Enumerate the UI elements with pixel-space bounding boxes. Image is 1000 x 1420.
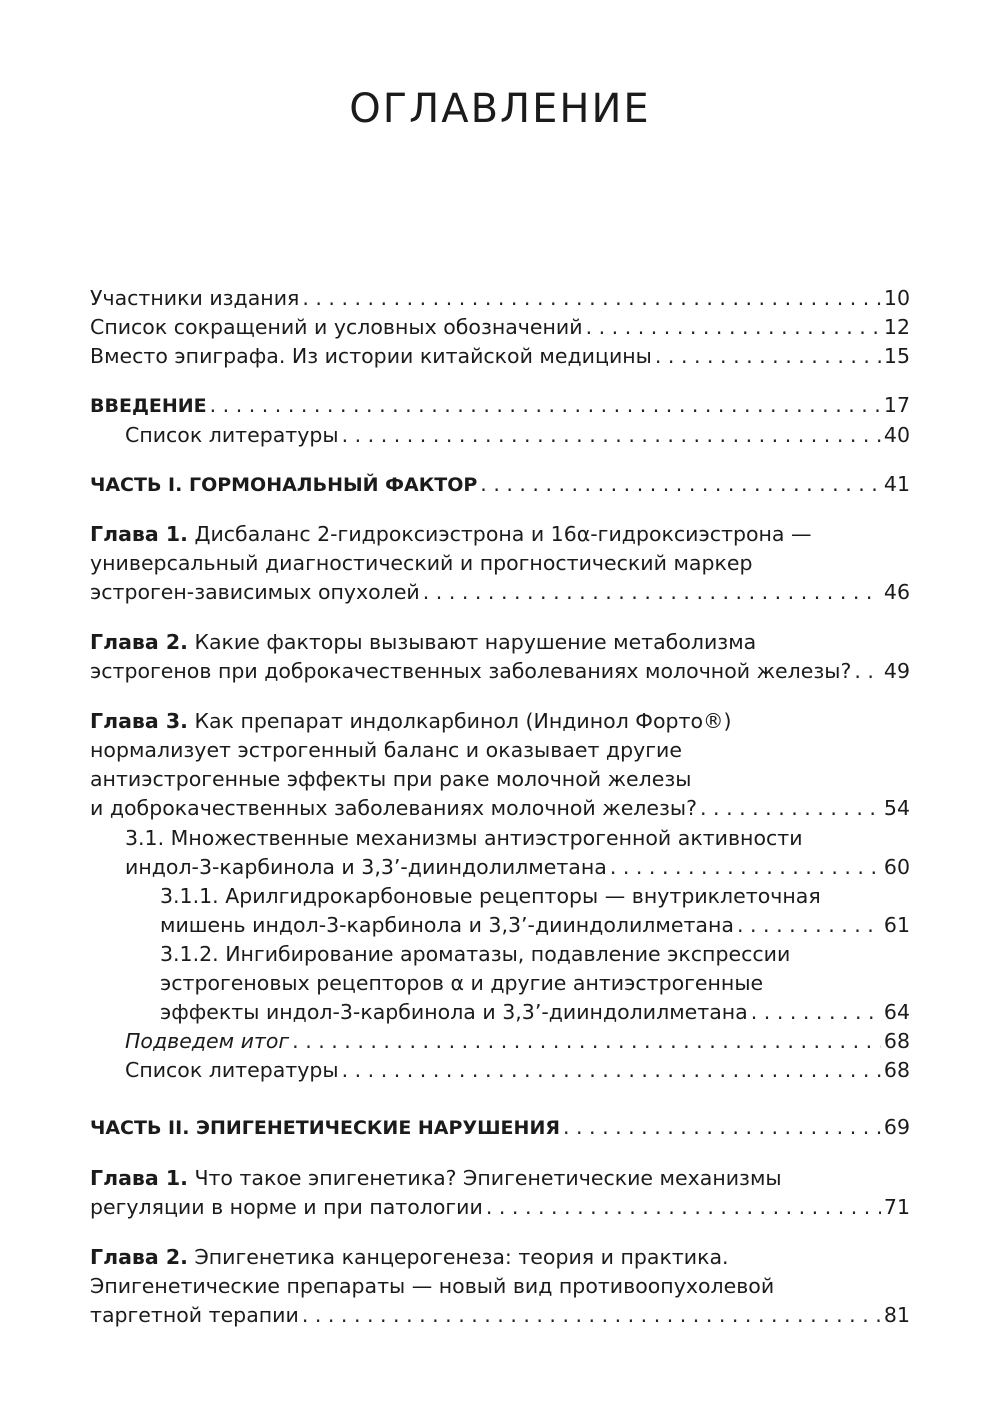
leader-dots — [751, 997, 881, 1027]
toc-entry-text — [90, 1163, 782, 1193]
chapter-label: Глава 1. — [90, 1166, 188, 1190]
toc-entry-section-3-1-2-line[interactable] — [160, 968, 910, 998]
toc-entry-contributors[interactable] — [90, 283, 910, 313]
leader-dots — [302, 283, 881, 313]
leader-dots — [210, 390, 881, 420]
toc-entry-text — [90, 519, 811, 549]
toc-entry-introduction[interactable] — [90, 390, 910, 420]
toc-page-number: 81 — [883, 1303, 910, 1327]
section-title-line: эффекты индол-3-карбинола и 3,3’-дииндолилметана — [160, 1000, 748, 1024]
toc-entry-text — [90, 627, 756, 657]
section-title-line: мишень индол-3-карбинола и 3,3’-дииндолилметана — [160, 913, 734, 937]
toc-page-number: 54 — [883, 796, 910, 820]
chapter-label: Глава 1. — [90, 522, 188, 546]
chapter-title-line: эстрогенов при доброкачественных заболеваниях молочной железы? — [90, 659, 852, 683]
toc-page-number: 49 — [883, 659, 910, 683]
toc-entry-text: Список литературы — [125, 423, 339, 447]
toc-page-number: 40 — [883, 423, 910, 447]
toc-page-number: 71 — [883, 1195, 910, 1219]
chapter-title-line: Эпигенетические препараты — новый вид противоопухолевой — [90, 1274, 775, 1298]
leader-dots — [480, 469, 881, 499]
toc-entry-part2-ch1-line[interactable] — [90, 1163, 910, 1193]
toc-entry-section-3-1-line[interactable] — [125, 823, 910, 853]
toc-page-number: 68 — [883, 1058, 910, 1082]
toc-entry-text — [90, 706, 732, 736]
toc-page-number: 68 — [883, 1029, 910, 1053]
toc-page-number: 10 — [883, 286, 910, 310]
toc-entry-text: Участники издания — [90, 286, 300, 310]
section-title-line: 3.1. Множественные механизмы антиэстрогенной активности — [125, 826, 803, 850]
chapter-label: Глава 2. — [90, 1245, 188, 1269]
toc-entry-part1-references[interactable] — [125, 1055, 910, 1085]
toc-entry-section-3-1-2[interactable] — [160, 997, 910, 1027]
leader-dots — [292, 1026, 881, 1056]
leader-dots — [423, 577, 881, 607]
toc-entry-summary[interactable] — [125, 1026, 910, 1056]
toc-page-number: 69 — [883, 1115, 910, 1139]
chapter-title-line: и доброкачественных заболеваниях молочной железы? — [90, 796, 697, 820]
leader-dots — [586, 312, 881, 342]
chapter-title-line: регуляции в норме и при патологии — [90, 1195, 483, 1219]
toc-page-number: 41 — [883, 472, 910, 496]
toc-entry-text: Подведем итог — [125, 1029, 290, 1053]
toc-page-number: 46 — [883, 580, 910, 604]
section-title-line: 3.1.1. Арилгидрокарбоновые рецепторы — внутриклеточная — [160, 884, 821, 908]
leader-dots — [700, 793, 881, 823]
chapter-title-line: эстроген-зависимых опухолей — [90, 580, 420, 604]
leader-dots — [737, 910, 881, 940]
toc-entry-text — [90, 1242, 729, 1272]
toc-entry-part1-ch3-line[interactable] — [90, 764, 910, 794]
section-title-line: 3.1.2. Ингибирование ароматазы, подавление экспрессии — [160, 942, 791, 966]
section-title-line: индол-3-карбинола и 3,3’-дииндолилметана — [125, 855, 607, 879]
toc-entry-section-3-1-1[interactable] — [160, 910, 910, 940]
toc-entry-text: Список сокращений и условных обозначений — [90, 315, 583, 339]
leader-dots — [486, 1192, 881, 1222]
toc-entry-section-3-1-1-line[interactable] — [160, 881, 910, 911]
toc-entry-part2[interactable] — [90, 1112, 910, 1142]
toc-entry-part2-ch1[interactable] — [90, 1192, 910, 1222]
leader-dots — [302, 1300, 881, 1330]
toc-entry-part1-ch3-line[interactable] — [90, 735, 910, 765]
section-title-line: эстрогеновых рецепторов α и другие антиэстрогенные — [160, 971, 764, 995]
toc-entry-part1-ch3-line[interactable] — [90, 706, 910, 736]
toc-entry-epigraph[interactable] — [90, 341, 910, 371]
toc-entry-part1-ch2[interactable] — [90, 656, 910, 686]
leader-dots — [563, 1112, 881, 1142]
toc-entry-section-3-1[interactable] — [125, 852, 910, 882]
toc-entry-section-3-1-2-line[interactable] — [160, 939, 910, 969]
toc-entry-part2-ch2-line[interactable] — [90, 1271, 910, 1301]
toc-entry-part2-ch2[interactable] — [90, 1300, 910, 1330]
toc-page-number: 12 — [883, 315, 910, 339]
leader-dots — [854, 656, 881, 686]
chapter-title-line: Как препарат индолкарбинол (Индинол Форто®) — [194, 709, 732, 733]
leader-dots — [610, 852, 881, 882]
toc-page-number: 64 — [883, 1000, 910, 1024]
chapter-title-line: Какие факторы вызывают нарушение метаболизма — [194, 630, 757, 654]
toc-page-number: 17 — [883, 393, 910, 417]
toc-entry-part1[interactable] — [90, 469, 910, 499]
toc-entry-part1-ch3[interactable] — [90, 793, 910, 823]
toc-entry-part1-ch2-line[interactable] — [90, 627, 910, 657]
chapter-title-line: нормализует эстрогенный баланс и оказывает другие — [90, 738, 682, 762]
chapter-label: Глава 2. — [90, 630, 188, 654]
toc-entry-text: ВВЕДЕНИЕ — [90, 395, 207, 417]
leader-dots — [342, 420, 881, 450]
chapter-title-line: универсальный диагностический и прогностический маркер — [90, 551, 753, 575]
page-title: ОГЛАВЛЕНИЕ — [349, 86, 651, 132]
toc-entry-part1-ch1-line[interactable] — [90, 548, 910, 578]
toc-page-number: 15 — [883, 344, 910, 368]
chapter-title-line: таргетной терапии — [90, 1303, 299, 1327]
toc-entry-text: ЧАСТЬ II. ЭПИГЕНЕТИЧЕСКИЕ НАРУШЕНИЯ — [90, 1117, 560, 1139]
leader-dots — [655, 341, 881, 371]
toc-entry-part1-ch1[interactable] — [90, 577, 910, 607]
toc-page-number: 61 — [883, 913, 910, 937]
toc-entry-text: Список литературы — [125, 1058, 339, 1082]
toc-entry-part2-ch2-line[interactable] — [90, 1242, 910, 1272]
chapter-title-line: Дисбаланс 2-гидроксиэстрона и 16α-гидроксиэстрона — — [194, 522, 812, 546]
toc-entry-intro-references[interactable] — [125, 420, 910, 450]
chapter-label: Глава 3. — [90, 709, 188, 733]
chapter-title-line: Эпигенетика канцерогенеза: теория и практика. — [194, 1245, 729, 1269]
toc-entry-abbreviations[interactable] — [90, 312, 910, 342]
toc-page-number: 60 — [883, 855, 910, 879]
toc-entry-text: ЧАСТЬ I. ГОРМОНАЛЬНЫЙ ФАКТОР — [90, 474, 478, 496]
leader-dots — [342, 1055, 881, 1085]
chapter-title-line: антиэстрогенные эффекты при раке молочной железы — [90, 767, 692, 791]
toc-entry-text: Вместо эпиграфа. Из истории китайской медицины — [90, 344, 652, 368]
toc-entry-part1-ch1-line[interactable] — [90, 519, 910, 549]
chapter-title-line: Что такое эпигенетика? Эпигенетические механизмы — [194, 1166, 782, 1190]
